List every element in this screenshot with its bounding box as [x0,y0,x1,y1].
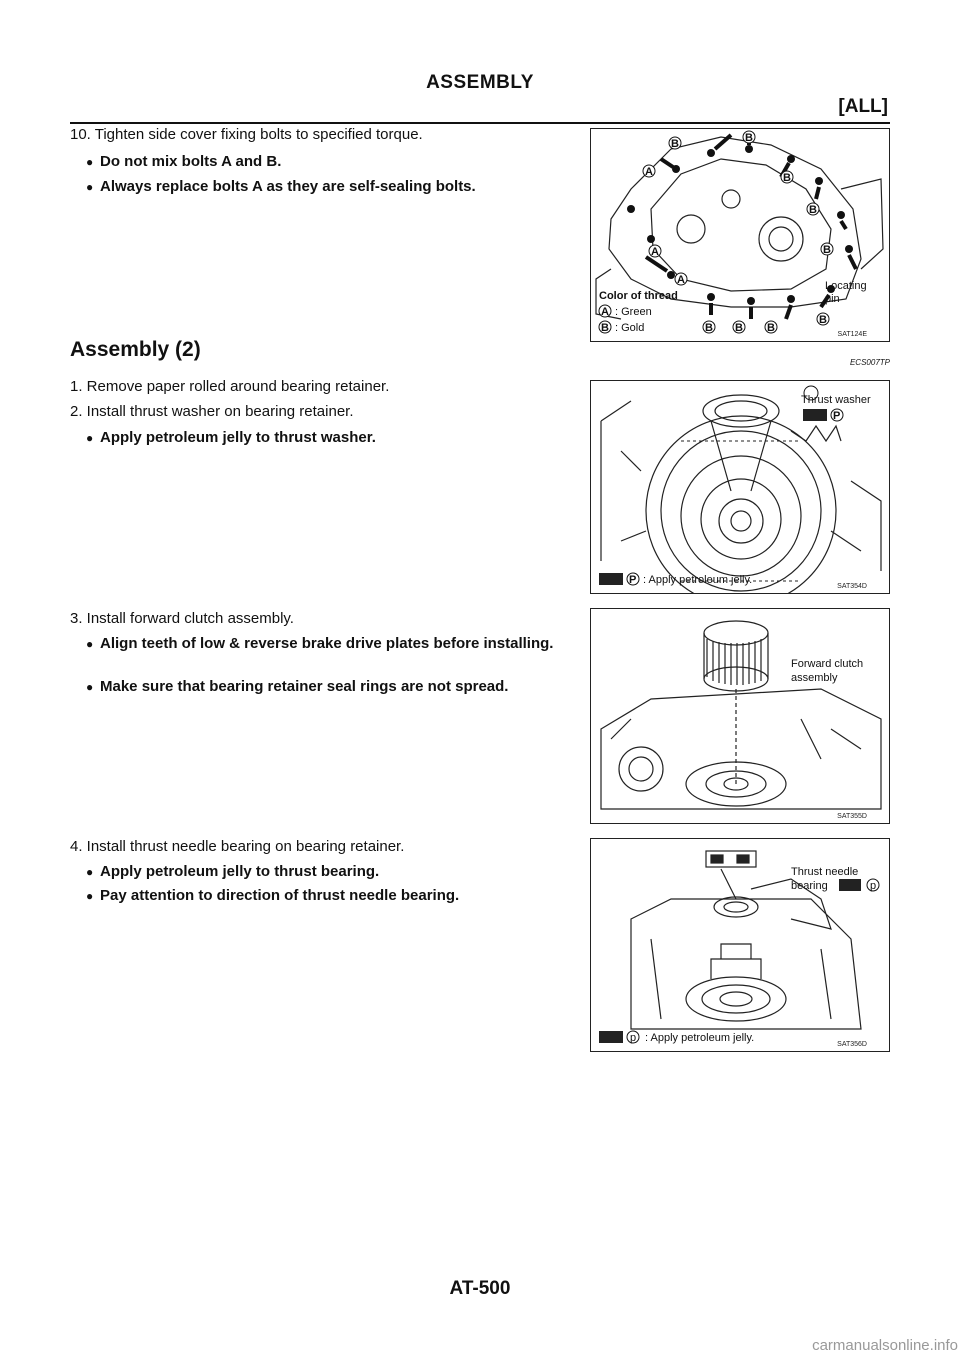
bolt-b-label: B [735,322,743,334]
section-heading: Assembly (2) [70,338,201,361]
model-tag: [ALL] [838,96,888,117]
petroleum-jelly-mark: p [630,1032,637,1044]
petroleum-jelly-mark: P [833,410,841,422]
bullet-icon: ● [86,889,94,903]
forward-clutch-illustration [591,609,889,823]
legend-b-text: : Gold [615,322,645,334]
thrust-washer-label: Thrust washer [801,394,871,406]
figure-side-cover-bolts [590,128,890,342]
step-10-bullet-2 [86,177,578,197]
figure-forward-clutch [590,608,890,824]
header-rule [70,122,890,124]
thrust-needle-label-2: bearing [791,880,828,892]
step-4-text: 4. Install thrust needle bearing on bearing retainer. [70,838,405,855]
locating-pin-label: Locating [825,280,867,292]
bullet-text: Always replace bolts A as they are self-sealing bolts. [100,178,476,195]
step-3-bullet-1 [86,634,578,654]
thread-color-legend-title: Color of thread [599,290,678,302]
bullet-text: Apply petroleum jelly to thrust washer. [100,429,376,446]
step-3-bullet-2 [86,677,578,697]
bullet-text: Do not mix bolts A and B. [100,153,282,170]
bullet-text: Make sure that bearing retainer seal rings are not spread. [100,678,509,695]
step-2-text: 2. Install thrust washer on bearing retainer. [70,403,354,420]
legend-b-badge: B [601,322,609,334]
bolt-a-label: A [651,246,659,258]
bolt-b-label: B [809,204,817,216]
step-10-text: 10. Tighten side cover fixing bolts to specified torque. [70,126,423,143]
bolt-a-label: A [677,274,685,286]
legend-a-text: : Green [615,306,652,318]
thrust-washer-illustration [591,381,889,593]
side-cover-illustration [591,129,889,341]
figure-caption: : Apply petroleum jelly. [643,574,753,586]
bullet-icon: ● [86,865,94,879]
watermark: carmanualsonline.info [812,1337,958,1354]
step-2-bullet-1 [86,428,578,448]
bolt-b-label: B [819,314,827,326]
figure-thrust-needle-bearing [590,838,890,1052]
bullet-text: Pay attention to direction of thrust needle bearing. [100,887,460,904]
petroleum-jelly-mark: P [629,574,637,586]
figure-caption: : Apply petroleum jelly. [645,1032,755,1044]
bolt-b-label: B [783,172,791,184]
forward-clutch-label: Forward clutch [791,658,864,670]
legend-a-badge: A [601,306,609,318]
thrust-needle-bearing-illustration [591,839,889,1051]
figure-code: SAT354D [837,583,867,590]
thrust-needle-label: Thrust needle [791,866,859,878]
bolt-b-label: B [823,244,831,256]
step-3-text: 3. Install forward clutch assembly. [70,610,294,627]
forward-clutch-label-2: assembly [791,672,838,684]
bolt-b-label: B [705,322,713,334]
figure-code: SAT355D [837,813,867,820]
bullet-icon: ● [86,155,94,169]
step-4-bullet-1 [86,862,578,882]
figure-thrust-washer [590,380,890,594]
bolt-b-label: B [671,138,679,150]
step-1-text: 1. Remove paper rolled around bearing retainer. [70,378,390,395]
step-4-bullet-2 [86,886,578,906]
bullet-icon: ● [86,431,94,445]
page-number: AT-500 [449,1278,511,1299]
bullet-icon: ● [86,637,94,651]
petroleum-jelly-mark: p [870,880,877,892]
step-10-bullet-1 [86,152,578,172]
bullet-text: Apply petroleum jelly to thrust bearing. [100,863,380,880]
page-title: ASSEMBLY [426,72,534,93]
figure-code: SAT124E [837,331,867,338]
section-code: ECS007TP [849,358,890,367]
figure-code: SAT356D [837,1041,867,1048]
bolt-b-label: B [767,322,775,334]
locating-pin-label-2: pin [825,293,840,305]
bullet-text: Align teeth of low & reverse brake drive plates before installing. [100,635,554,652]
bolt-a-label: A [645,166,653,178]
bolt-b-label: B [745,132,753,144]
bullet-icon: ● [86,180,94,194]
bullet-icon: ● [86,680,94,694]
